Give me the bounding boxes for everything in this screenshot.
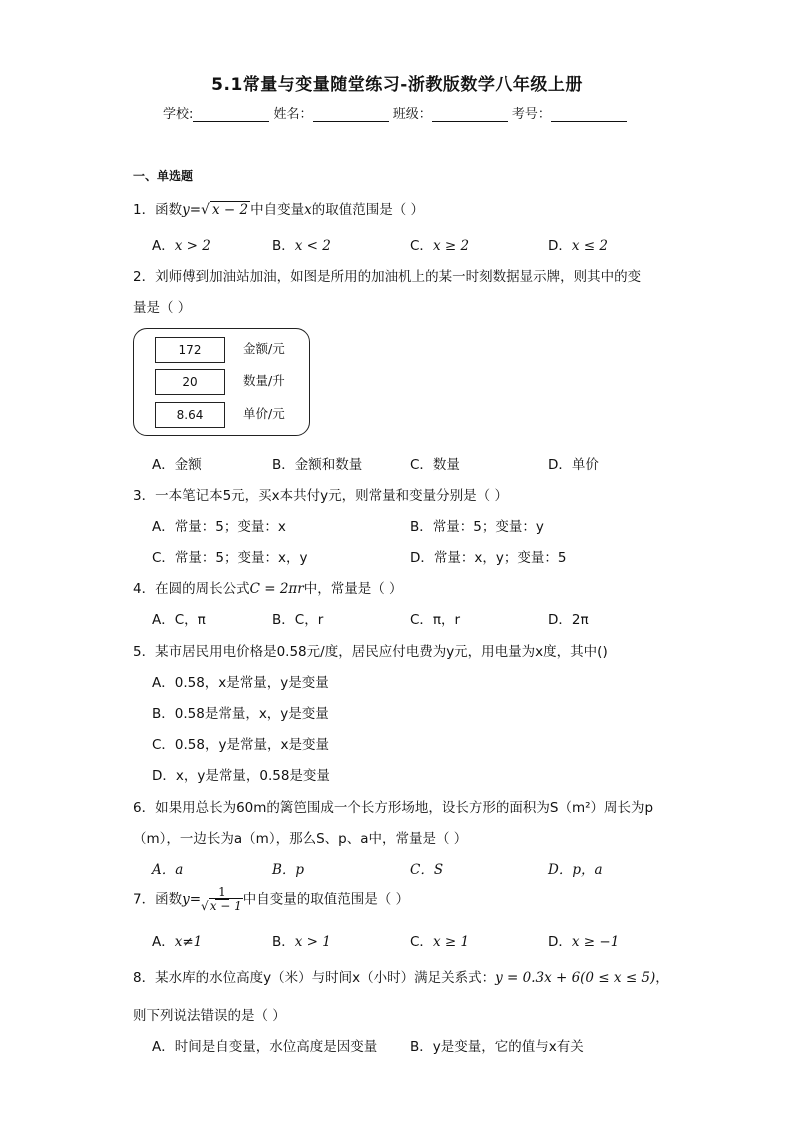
class-blank	[432, 107, 508, 122]
question-5-option-b[interactable]: B．0.58是常量，x，y是变量	[152, 706, 329, 722]
exam-number-blank	[551, 107, 627, 122]
question-7-stem: 7．函数y= $\frac{1}{√x - 1}$ 中自变量的取值范围是（ ）	[133, 885, 410, 914]
question-8-stem-line-2: 则下列说法错误的是（ ）	[133, 1008, 286, 1024]
question-4-stem: 4．在圆的周长公式C = 2πr中，常量是（ ）	[133, 581, 403, 597]
question-6-option-a[interactable]: A．a	[152, 862, 184, 878]
name-blank	[313, 107, 389, 122]
quantity-label: 数量/升	[243, 373, 285, 388]
question-8-option-a[interactable]: A．时间是自变量，水位高度是因变量	[152, 1039, 378, 1055]
question-2-option-b[interactable]: B．金额和数量	[272, 457, 363, 473]
question-4-option-a[interactable]: A．C，π	[152, 612, 206, 628]
question-6-stem-line-1: 6．如果用总长为60m的篱笆围成一个长方形场地，设长方形的面积为S（m²）周长为p	[133, 800, 654, 816]
question-3-stem: 3．一本笔记本5元，买x本共付y元，则常量和变量分别是（ ）	[133, 488, 508, 504]
question-2-option-a[interactable]: A．金额	[152, 457, 202, 473]
question-7-option-a[interactable]: A．x≠1	[152, 934, 203, 950]
question-3-option-b[interactable]: B．常量：5；变量：y	[410, 519, 544, 535]
question-1-option-b[interactable]: B．x < 2	[272, 238, 331, 254]
question-5-option-d[interactable]: D．x，y是常量，0.58是变量	[152, 768, 330, 784]
question-5-stem: 5．某市居民用电价格是0.58元/度，居民应付电费为y元，用电量为x度，其中()	[133, 644, 608, 660]
fuel-pump-display-panel	[133, 328, 310, 436]
question-8-option-b[interactable]: B．y是变量，它的值与x有关	[410, 1039, 584, 1055]
question-2-option-d[interactable]: D．单价	[548, 457, 599, 473]
unit-price-value-box: 8.64	[155, 402, 225, 428]
student-info-row	[163, 103, 627, 122]
question-2-option-c[interactable]: C．数量	[410, 457, 460, 473]
question-6-option-b[interactable]: B．p	[272, 862, 305, 878]
water-level-formula: y = 0.3x + 6(0 ≤ x ≤ 5)	[495, 970, 656, 986]
exam-number-label: 考号：	[511, 107, 551, 122]
question-1-option-a[interactable]: A．x > 2	[152, 238, 211, 254]
question-7-option-b[interactable]: B．x > 1	[272, 934, 331, 950]
amount-value-box: 172	[155, 337, 225, 363]
class-label: 班级：	[392, 107, 432, 122]
school-label: 学校:	[163, 107, 194, 122]
amount-label: 金额/元	[243, 341, 285, 356]
school-blank	[193, 107, 269, 122]
question-8-stem-line-1: 8．某水库的水位高度y（米）与时间x（小时）满足关系式：y = 0.3x + 6(0 ≤ x ≤ 5)，	[133, 970, 669, 986]
question-5-option-a[interactable]: A．0.58，x是常量，y是变量	[152, 675, 329, 691]
fraction: $\frac{1}{√x - 1}$	[201, 885, 242, 914]
unit-price-label: 单价/元	[243, 406, 285, 421]
quantity-value-box: 20	[155, 369, 225, 395]
question-2-stem-line-1: 2．刘师傅到加油站加油，如图是所用的加油机上的某一时刻数据显示牌，则其中的变	[133, 269, 642, 285]
name-label: 姓名：	[273, 107, 313, 122]
question-3-option-d[interactable]: D．常量：x，y；变量：5	[410, 550, 567, 566]
question-1-stem: 1．函数y=√ x − 2 中自变量x的取值范围是（ ）	[133, 202, 424, 218]
question-4-option-b[interactable]: B．C，r	[272, 612, 324, 628]
question-6-option-c[interactable]: C．S	[410, 862, 444, 878]
square-root: √ x − 2	[201, 202, 249, 218]
question-1-option-d[interactable]: D．x ≤ 2	[548, 238, 609, 254]
question-6-stem-line-2: （m），一边长为a（m），那么S、p、a中，常量是（ ）	[133, 831, 468, 847]
question-7-option-d[interactable]: D．x ≥ −1	[548, 934, 620, 950]
question-5-option-c[interactable]: C．0.58，y是常量，x是变量	[152, 737, 329, 753]
question-3-option-c[interactable]: C．常量：5；变量：x，y	[152, 550, 308, 566]
page-title: 5.1常量与变量随堂练习-浙教版数学八年级上册	[211, 75, 583, 95]
question-7-option-c[interactable]: C．x ≥ 1	[410, 934, 470, 950]
circumference-formula: C = 2πr	[249, 581, 304, 597]
question-1-option-c[interactable]: C．x ≥ 2	[410, 238, 470, 254]
question-6-option-d[interactable]: D．p，a	[548, 862, 603, 878]
question-4-option-c[interactable]: C．π，r	[410, 612, 461, 628]
section-heading: 一、单选题	[133, 169, 194, 183]
question-3-option-a[interactable]: A．常量：5；变量：x	[152, 519, 286, 535]
question-2-stem-line-2: 量是（ ）	[133, 300, 192, 316]
question-4-option-d[interactable]: D．2π	[548, 612, 589, 628]
